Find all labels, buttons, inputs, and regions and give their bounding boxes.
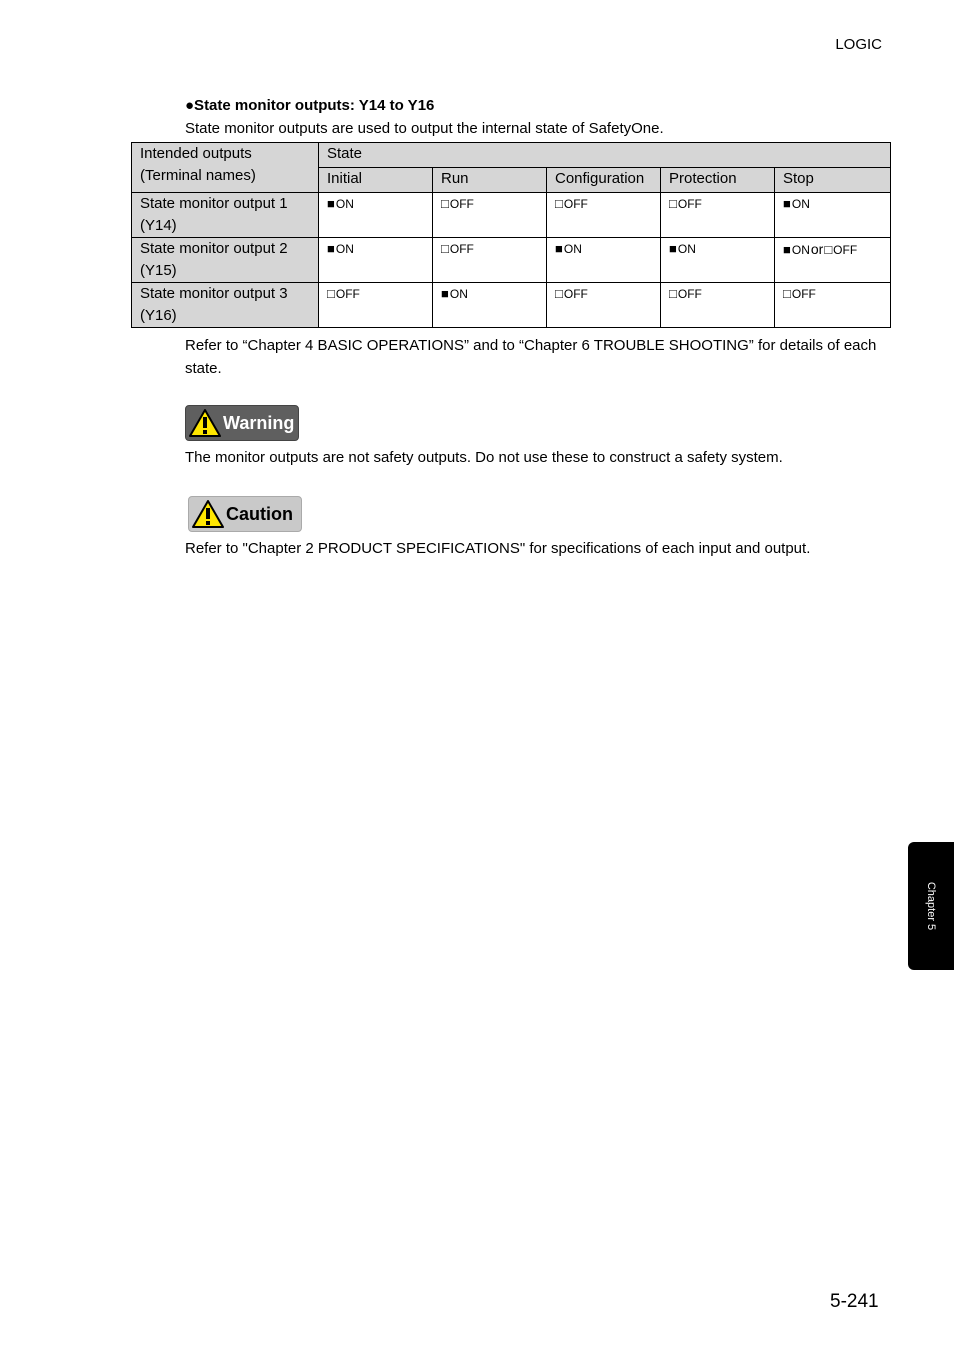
state-value: ON [449, 287, 468, 301]
column-header-protection: Protection [661, 168, 775, 193]
state-mark-icon: ■ [327, 196, 335, 211]
row-header-line2: (Terminal names) [140, 167, 256, 184]
table-row [132, 238, 891, 283]
state-group-header: State [319, 143, 891, 168]
state-value: ON [791, 197, 810, 211]
state-cell [775, 283, 891, 328]
page-number: 5-241 [830, 1291, 879, 1312]
state-cell [661, 283, 775, 328]
row-label-cell [132, 283, 319, 328]
column-header-configuration: Configuration [547, 168, 661, 193]
state-cell [775, 238, 891, 283]
state-value: OFF [563, 287, 588, 301]
state-value: OFF [833, 243, 858, 257]
row-label-line2: (Y15) [140, 262, 177, 279]
intro-text: State monitor outputs are used to output the internal state of SafetyOne. [185, 120, 664, 137]
state-cell [433, 238, 547, 283]
state-cell [775, 193, 891, 238]
state-value: OFF [449, 242, 474, 256]
chapter-tab [908, 842, 954, 970]
state-mark-icon: □ [555, 196, 563, 211]
state-cell [661, 238, 775, 283]
state-cell [433, 283, 547, 328]
state-mark-icon: □ [441, 241, 449, 256]
table-row [132, 193, 891, 238]
state-value: ON [791, 243, 810, 257]
row-header-line1: Intended outputs [140, 145, 252, 162]
column-header-stop: Stop [775, 168, 891, 193]
state-cell [547, 283, 661, 328]
warning-text: The monitor outputs are not safety outputs. Do not use these to construct a safety system. [185, 449, 783, 466]
column-header-initial: Initial [319, 168, 433, 193]
state-cell [547, 238, 661, 283]
state-or-text: or [810, 241, 824, 257]
state-cell [433, 193, 547, 238]
warning-badge [185, 405, 299, 441]
state-mark-icon: ■ [783, 196, 791, 211]
state-monitor-table [131, 142, 891, 328]
column-header-run: Run [433, 168, 547, 193]
table-body [132, 193, 891, 328]
state-cell [547, 193, 661, 238]
state-mark-icon: ■ [555, 241, 563, 256]
state-mark-icon: □ [441, 196, 449, 211]
row-label-line2: (Y16) [140, 307, 177, 324]
state-value: OFF [791, 287, 816, 301]
state-value: OFF [563, 197, 588, 211]
state-cell [319, 238, 433, 283]
running-header: LOGIC [835, 36, 882, 53]
warning-triangle-icon [192, 499, 224, 529]
caution-label: Caution [226, 503, 293, 524]
row-label-line2: (Y14) [140, 217, 177, 234]
state-value: ON [563, 242, 582, 256]
row-label-line1: State monitor output 2 [140, 240, 288, 257]
state-value: ON [335, 242, 354, 256]
state-cell [319, 283, 433, 328]
chapter-tab-label: Chapter 5 [925, 881, 937, 931]
state-mark-icon: ■ [669, 241, 677, 256]
row-label-cell [132, 238, 319, 283]
state-mark-icon: □ [824, 242, 833, 257]
state-value: OFF [335, 287, 360, 301]
state-cell [319, 193, 433, 238]
reference-note: Refer to “Chapter 4 BASIC OPERATIONS” and to “Chapter 6 TROUBLE SHOOTING” for details of each state. [185, 337, 877, 377]
caution-badge [188, 496, 302, 532]
state-value: OFF [449, 197, 474, 211]
state-mark-icon: □ [327, 286, 335, 301]
state-mark-icon: ■ [441, 286, 449, 301]
state-mark-icon: □ [555, 286, 563, 301]
row-header-cell [132, 143, 319, 193]
state-value: ON [335, 197, 354, 211]
state-value: OFF [677, 287, 702, 301]
state-mark-icon: ■ [783, 242, 791, 257]
state-mark-icon: □ [669, 286, 677, 301]
warning-label: Warning [223, 412, 295, 433]
caution-text: Refer to "Chapter 2 PRODUCT SPECIFICATIONS" for specifications of each input and output. [185, 540, 811, 557]
state-cell [661, 193, 775, 238]
row-label-line1: State monitor output 1 [140, 195, 288, 212]
warning-triangle-icon [189, 408, 221, 438]
state-mark-icon: □ [783, 286, 791, 301]
row-label-line1: State monitor output 3 [140, 285, 288, 302]
section-title: ●State monitor outputs: Y14 to Y16 [185, 97, 435, 114]
state-mark-icon: ■ [327, 241, 335, 256]
state-mark-icon: □ [669, 196, 677, 211]
state-value: OFF [677, 197, 702, 211]
state-value: ON [677, 242, 696, 256]
row-label-cell [132, 193, 319, 238]
table-row [132, 283, 891, 328]
